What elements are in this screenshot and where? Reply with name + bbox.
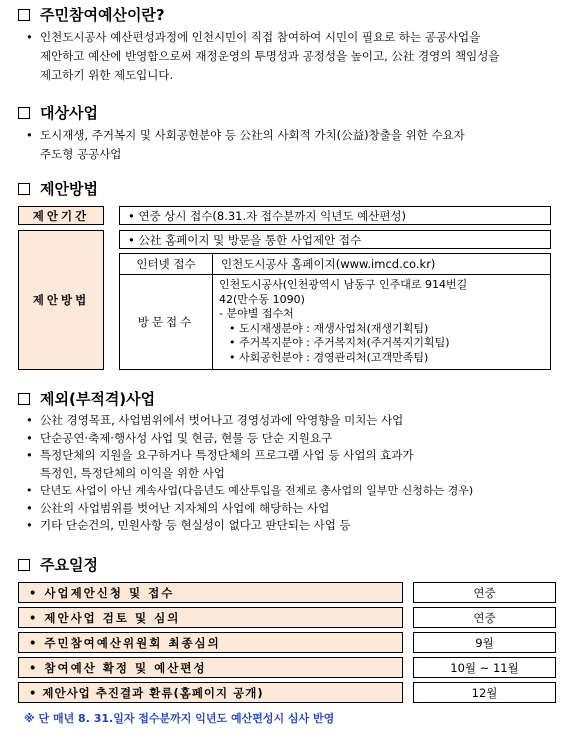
schedule-label: • 참여예산 확정 및 예산편성 [18,657,403,678]
checkbox-square-icon [18,9,30,21]
section-title-method [18,178,98,199]
list-item: • 기타 단순건의, 민원사항 등 현실성이 없다고 판단되는 사업 등 [26,517,571,535]
section-title-text: 제안방법 [40,180,98,198]
visit-item: • 주거복지분야 : 주거복지처(주거복지기획팀) [229,336,450,349]
section-title-text: 주요일정 [40,556,98,574]
list-item: • 단년도 사업이 아닌 계속사업(다음년도 예산투입을 전제로 총사업의 일부만 신청하는 경우) [26,482,571,500]
method-label: 제안방법 [18,230,104,370]
list-item: • 단순공연·축제·행사성 사업 및 현금, 현물 등 단순 지원요구 [26,430,571,448]
excluded-list [26,412,571,535]
section-title-text: 주민참여예산이란? [40,6,165,24]
section-title-excluded [18,388,155,409]
visit-sub-heading: - 분야별 접수처 [219,307,294,320]
visit-item: • 도시재생분야 : 재생사업처(재생기획팀) [229,321,429,335]
section-title-schedule [18,554,98,575]
schedule-note: ※ 단 매년 8. 31.일자 접수분까지 익년도 예산편성시 심사 반영 [24,712,335,725]
schedule-label: • 주민참여예산위원회 최종심의 [18,632,403,653]
checkbox-square-icon [18,393,30,405]
s2-line2: 주도형 공공사업 [40,147,122,161]
section-title-what [18,4,165,25]
schedule-value: 연중 [413,607,556,628]
schedule-label: • 제안사업 추진결과 환류(홈페이지 공개) [18,682,403,703]
schedule-value: 10월 ~ 11월 [413,657,556,678]
visit-addr-line1: 인천도시공사(인천광역시 남동구 인주대로 914번길 [219,278,468,291]
schedule-value: 9월 [413,632,556,653]
checkbox-square-icon [18,183,30,195]
list-item: • 公社 경영목표, 사업범위에서 벗어나고 경영성과에 악영향을 미치는 사업 [26,412,571,430]
s1-line2: 제안하고 예산에 반영함으로써 재정운영의 투명성과 공정성을 높이고, 公社 경영의 책임성을 [40,49,500,63]
section-title-text: 제외(부적격)사업 [40,390,156,408]
schedule-value: 연중 [413,582,556,603]
period-label: 제안기간 [18,206,104,225]
list-item: • 公社의 사업범위를 벗어난 지자체의 사업에 해당하는 사업 [26,500,571,518]
visit-item: • 사회공헌분야 : 경영관리처(고객만족팀) [229,350,429,364]
s1-line1: 인천도시공사 예산편성과정에 인천시민이 직접 참여하여 시민이 필요로 하는 공공사업을 [40,30,481,44]
section1-paragraph: • 인천도시공사 예산편성과정에 인천시민이 직접 참여하여 시민이 필요로 하는 공공사업을 제안하고 예산에 반영함으로써 재정운영의 투명성과 공정성을 높이고, 公社 경영의 책임성을 제고하기 위한 제도입니다. [26,28,566,85]
internet-label: 인터넷 접수 [119,253,213,275]
method-header: • 公社 홈페이지 및 방문을 통한 사업제안 접수 [119,230,551,249]
visit-addr-line2: 42(만수동 1090) [219,292,305,306]
checkbox-square-icon [18,107,30,119]
list-item: • 특정단체의 지원을 요구하거나 특정단체의 프로그램 사업 등 사업의 효과가 특정인, 특정단체의 이익을 위한 사업 [26,447,571,482]
schedule-label: • 사업제안신청 및 접수 [18,582,403,603]
s1-line3: 제고하기 위한 제도입니다. [40,68,174,82]
section-title-text: 대상사업 [40,104,98,122]
s2-line1: 도시재생, 주거복지 및 사회공헌분야 등 公社의 사회적 가치(公益)창출을 위한 수요자 [40,128,465,142]
internet-value: 인천도시공사 홈페이지(www.imcd.co.kr) [212,253,551,275]
section2-paragraph: • 도시재생, 주거복지 및 사회공헌분야 등 公社의 사회적 가치(公益)창출을 위한 수요자 주도형 공공사업 [26,126,566,164]
schedule-value: 12월 [413,682,556,703]
checkbox-square-icon [18,559,30,571]
schedule-label: • 제안사업 검토 및 심의 [18,607,403,628]
visit-label: 방문접수 [119,274,213,370]
section-title-target [18,102,98,123]
visit-value [212,274,551,370]
period-value: • 연중 상시 접수(8.31.자 접수분까지 익년도 예산편성) [119,206,551,225]
